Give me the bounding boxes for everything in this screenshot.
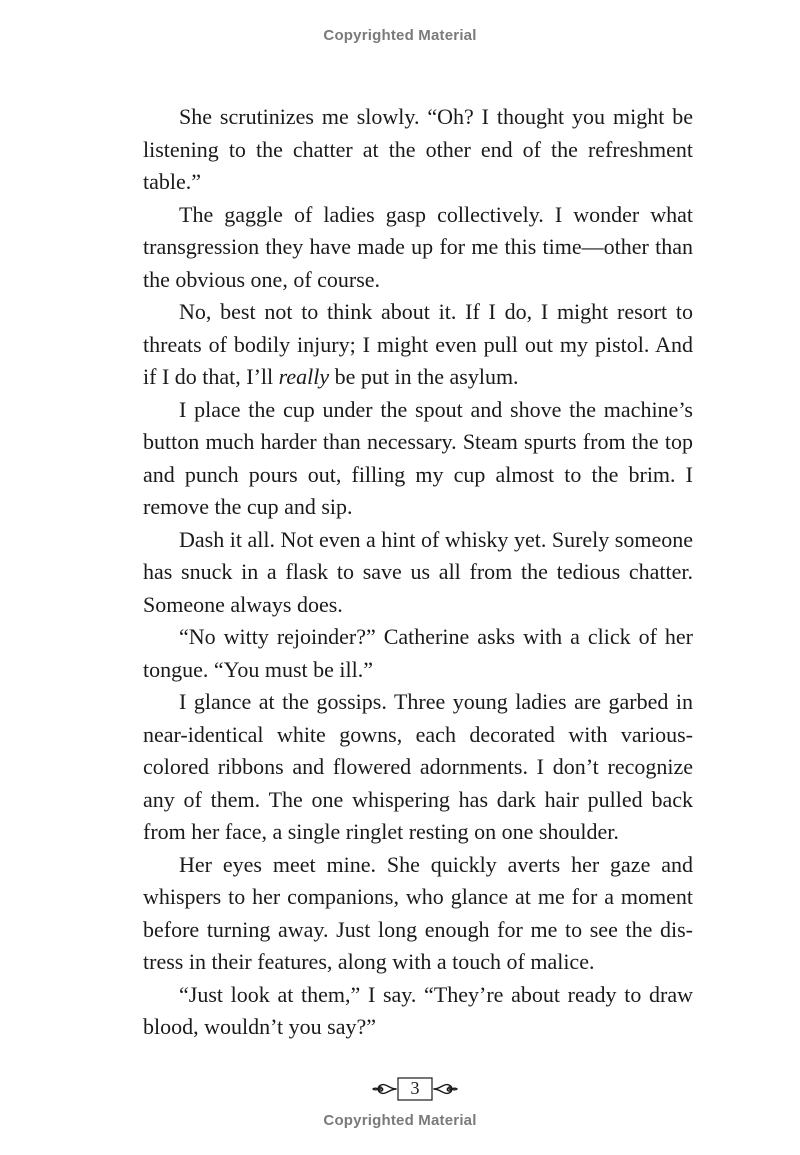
paragraph	[143, 199, 693, 297]
paragraph-text: She scrutinizes me slowly. “Oh? I thought you might be listening to the chatter at the other end of the refreshment table.”	[143, 104, 693, 194]
page-folio	[370, 1074, 460, 1104]
paragraph	[143, 524, 693, 622]
paragraph-text: The gaggle of ladies gasp collectively. I wonder what transgression they have made up for me this time—other than the obvious one, of course.	[143, 201, 693, 292]
paragraph-text: I place the cup under the spout and shove the machine’s button much harder than necessary. Steam spurts from the top and punch pours out, filling my cup almost to the brim. I remove the cup and sip.	[143, 396, 693, 519]
copyright-watermark-top: Copyrighted Material	[323, 27, 477, 44]
paragraph	[143, 979, 693, 1044]
paragraph-text: No, best not to think about it. If I do, I might resort to threats of bodily injury; I might even pull out my pistol. And if I do that, I’ll	[143, 299, 693, 389]
paragraph-text: be put in the asylum.	[329, 364, 519, 389]
paragraph	[143, 849, 693, 979]
paragraph	[143, 296, 693, 394]
paragraph	[143, 621, 693, 686]
paragraph	[143, 686, 693, 849]
paragraph-text: “No witty rejoinder?” Catherine asks with a click of her tongue. “You must be ill.”	[143, 624, 693, 682]
body-text	[143, 101, 693, 1044]
paragraph-text: Dash it all. Not even a hint of whisky yet. Surely someone has snuck in a flask to save us all from the tedious chatter. Someone always does.	[143, 526, 693, 617]
paragraph	[143, 101, 693, 199]
page-number: 3	[410, 1078, 420, 1098]
paragraph-text: Her eyes meet mine. She quickly averts her gaze and whispers to her companions, who glance at me for a moment before turning away. Just long enough for me to see the distress in their features, along with a touch of malice.	[143, 851, 693, 974]
paragraph-text: I glance at the gossips. Three young ladies are garbed in near-identical white gowns, each decorated with various-colored ribbons and flowered adornments. I don’t recognize any of them. The one whispering has dark hair pulled back from her face, a single ringlet resting on one shoulder.	[143, 689, 693, 844]
paragraph	[143, 394, 693, 524]
copyright-watermark-bottom: Copyrighted Material	[323, 1112, 477, 1129]
emphasis-text: really	[278, 364, 330, 389]
paragraph-text: “Just look at them,” I say. “They’re about ready to draw blood, wouldn’t you say?”	[143, 981, 693, 1039]
